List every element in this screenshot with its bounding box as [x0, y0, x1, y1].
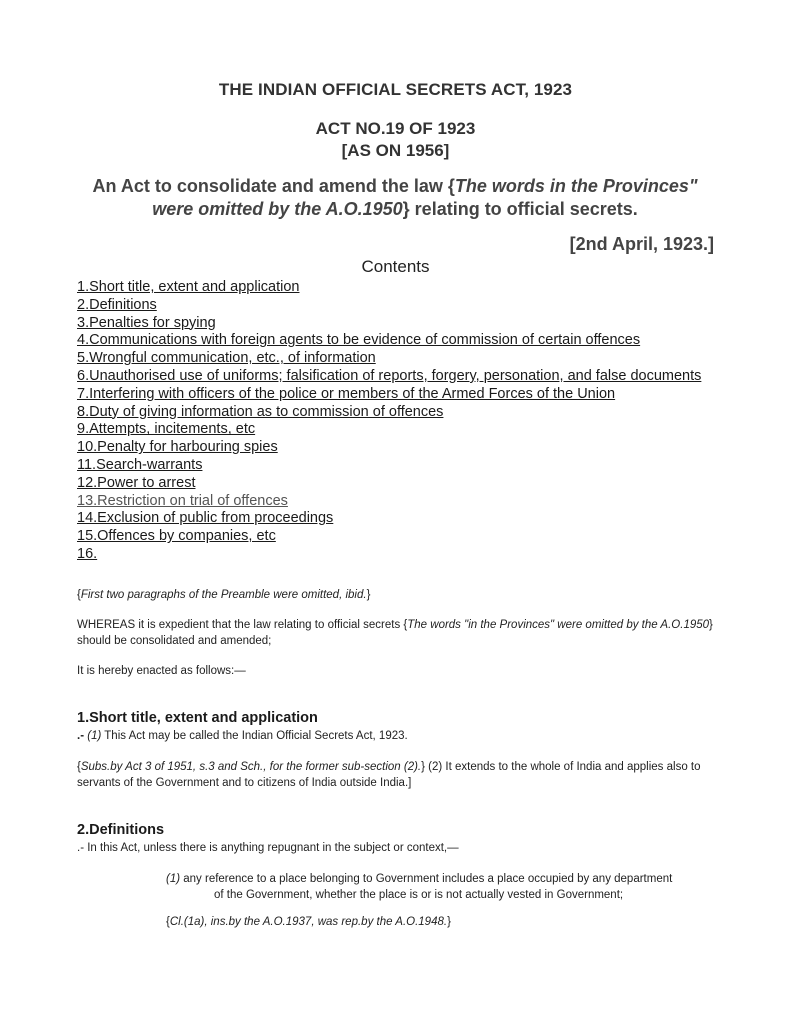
whereas-text-end: } should be consolidated and amended;: [77, 619, 713, 647]
enactment-date: [2nd April, 1923.]: [569, 234, 714, 254]
brace-close: }: [447, 916, 451, 928]
list-item: [77, 546, 701, 564]
toc-link-12[interactable]: 12.Power to arrest: [77, 474, 196, 491]
act-title: THE INDIAN OFFICIAL SECRETS ACT, 1923: [218, 80, 573, 99]
whereas-italic-note: The words "in the Provinces" were omitted by the A.O.1950: [407, 619, 710, 631]
toc-link-6[interactable]: 6.Unauthorised use of uniforms; falsification of reports, forgery, personation, and false documents: [77, 367, 702, 384]
toc-link-14[interactable]: 14.Exclusion of public from proceedings: [77, 510, 334, 527]
toc-link-2[interactable]: 2.Definitions: [77, 296, 157, 313]
brace-close: }: [366, 589, 371, 601]
section-2-heading: 2.Definitions: [77, 822, 165, 838]
long-title-text-end: } relating to official secrets.: [402, 199, 638, 219]
brace-close: }: [421, 761, 425, 773]
list-item: [77, 493, 701, 511]
toc-link-5[interactable]: 5.Wrongful communication, etc., of information: [77, 350, 376, 367]
toc-link-9[interactable]: 9.Attempts, incitements, etc: [77, 421, 256, 438]
toc-link-10[interactable]: 10.Penalty for harbouring spies: [77, 439, 278, 456]
section-2-omitted-clause-note: [166, 914, 711, 930]
list-item: [77, 404, 701, 422]
section-dash: .-: [77, 730, 85, 742]
list-item: [77, 457, 701, 475]
section-2-intro: .- In this Act, unless there is anything repugnant in the subject or context,—: [77, 842, 459, 854]
list-item: [77, 510, 701, 528]
list-item: [77, 421, 701, 439]
list-item: [77, 297, 701, 315]
toc-link-3[interactable]: 3.Penalties for spying: [77, 314, 216, 331]
list-item: [77, 439, 701, 457]
list-item: [77, 332, 701, 350]
clause-text: any reference to a place belonging to Government includes a place occupied by any department: [180, 873, 673, 885]
long-title-text: An Act to consolidate and amend the law {: [92, 176, 455, 196]
list-item: [77, 350, 701, 368]
clause-number: (1): [166, 873, 181, 885]
enacting-clause: It is hereby enacted as follows:—: [77, 665, 246, 677]
section-2-clause-1: [166, 871, 711, 903]
toc-link-16[interactable]: 16.: [77, 545, 98, 562]
subsection-number: (1): [87, 730, 102, 742]
section-1-subsection-2: [77, 759, 717, 791]
subsection-text: This Act may be called the Indian Official Secrets Act, 1923.: [101, 730, 408, 742]
brace-open: {: [166, 916, 170, 928]
subsection-text: It extends to the whole of India and applies also to servants of the Government and to citizens of India outside India.]: [77, 761, 701, 789]
list-item: [77, 368, 701, 386]
clause-text-continued: of the Government, whether the place is or is not actually vested in Government;: [214, 889, 624, 901]
list-item: [77, 279, 701, 297]
contents-list: [77, 279, 701, 564]
section-1-subsection-1: [77, 728, 717, 744]
subsection-number: (2): [424, 761, 443, 773]
toc-link-4[interactable]: 4.Communications with foreign agents to be evidence of commission of certain offences: [77, 332, 641, 349]
section-1-heading: 1.Short title, extent and application: [77, 710, 318, 726]
brace-open: {: [77, 761, 81, 773]
list-item: [77, 315, 701, 333]
omitted-clause-text: Cl.(1a), ins.by the A.O.1937, was rep.by the A.O.1948.: [169, 916, 448, 928]
long-title: [70, 175, 720, 221]
toc-link-1[interactable]: 1.Short title, extent and application: [77, 279, 300, 295]
long-title-italic-note: The words in the Provinces" were omitted by the A.O.1950: [152, 176, 698, 219]
list-item: [77, 386, 701, 404]
brace-open: {: [77, 589, 81, 601]
as-on-date: [AS ON 1956]: [341, 141, 450, 160]
amendment-note: Subs.by Act 3 of 1951, s.3 and Sch., for the former sub-section (2).: [80, 761, 422, 773]
list-item: [77, 528, 701, 546]
contents-heading: Contents: [361, 257, 430, 276]
act-number: ACT NO.19 OF 1923: [315, 119, 476, 138]
preamble-note-text: First two paragraphs of the Preamble were omitted, ibid.: [80, 589, 367, 601]
whereas-text: WHEREAS it is expedient that the law relating to official secrets {: [77, 619, 408, 631]
preamble-note: [77, 587, 717, 603]
toc-link-15[interactable]: 15.Offences by companies, etc: [77, 528, 276, 545]
toc-link-8[interactable]: 8.Duty of giving information as to commission of offences: [77, 403, 444, 420]
toc-link-11[interactable]: 11.Search-warrants: [77, 456, 203, 473]
list-item: [77, 475, 701, 493]
toc-link-7[interactable]: 7.Interfering with officers of the police or members of the Armed Forces of the Union: [77, 385, 616, 402]
whereas-paragraph: [77, 617, 717, 649]
toc-link-13[interactable]: 13.Restriction on trial of offences: [77, 492, 288, 509]
